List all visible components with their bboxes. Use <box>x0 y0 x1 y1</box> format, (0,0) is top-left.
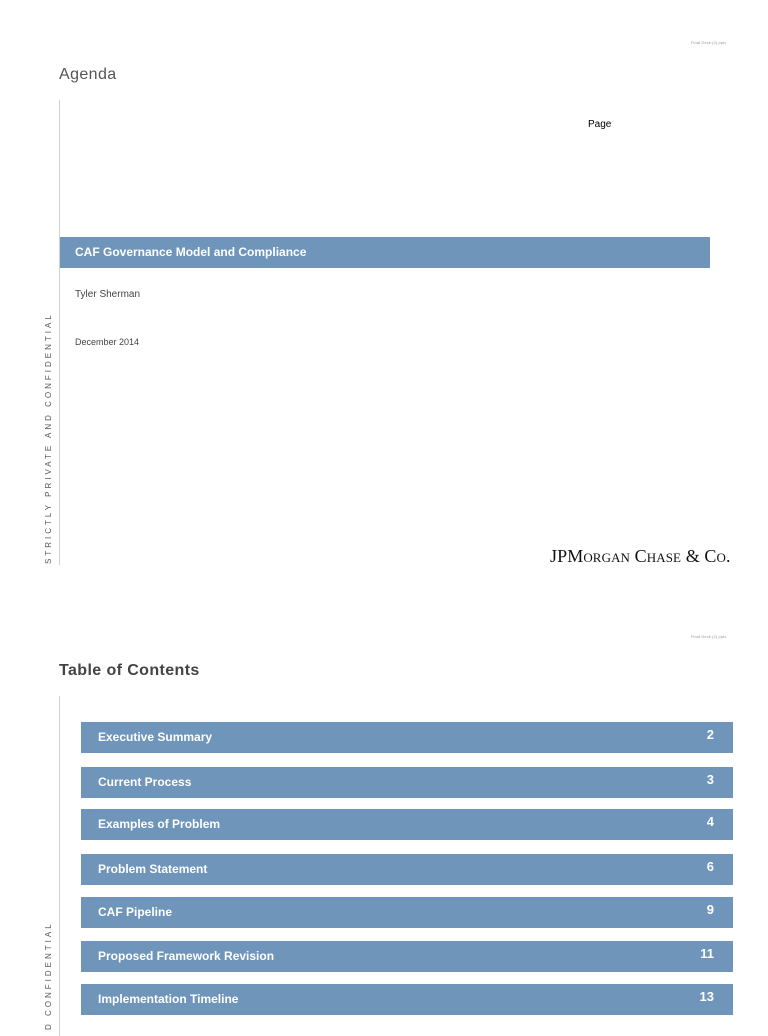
toc-item-page: 2 <box>706 727 714 742</box>
company-logo: JPMorgan Chase & Co. <box>550 546 731 566</box>
toc-row-problem-statement[interactable] <box>81 854 733 885</box>
toc-item-page: 11 <box>700 946 714 961</box>
toc-row-examples-of-problem[interactable] <box>81 809 733 840</box>
left-divider <box>59 100 60 565</box>
toc-item-label: Current Process <box>98 775 192 789</box>
confidential-sidebar-text: STRICTLY PRIVATE AND CONFIDENTIAL <box>44 312 53 564</box>
confidential-sidebar-text: D CONFIDENTIAL <box>44 921 53 1030</box>
presentation-date: December 2014 <box>75 337 140 347</box>
presentation-title-bar: CAF Governance Model and Compliance <box>60 237 710 268</box>
toc-item-label: CAF Pipeline <box>98 905 173 919</box>
toc-heading: Table of Contents <box>59 662 200 679</box>
toc-row-caf-pipeline[interactable] <box>81 897 733 928</box>
toc-item-label: Examples of Problem <box>98 817 221 831</box>
agenda-heading: Agenda <box>59 66 117 83</box>
toc-item-label: Implementation Timeline <box>98 992 239 1006</box>
file-label: Final Deck (2).pptx <box>691 40 727 45</box>
left-divider <box>59 696 60 1036</box>
toc-row-current-process[interactable] <box>81 767 733 798</box>
slide-table-of-contents <box>0 600 768 1030</box>
toc-item-page: 4 <box>706 814 714 829</box>
toc-item-page: 3 <box>706 772 714 787</box>
toc-row-executive-summary[interactable] <box>81 722 733 753</box>
toc-item-page: 9 <box>706 902 714 917</box>
toc-item-page: 6 <box>706 859 714 874</box>
toc-item-page: 13 <box>699 989 714 1004</box>
toc-item-label: Executive Summary <box>98 730 213 744</box>
author-name: Tyler Sherman <box>75 289 141 300</box>
toc-item-label: Problem Statement <box>98 862 208 876</box>
toc-row-implementation-timeline[interactable] <box>81 984 733 1015</box>
page-column-header: Page <box>588 119 612 130</box>
toc-item-label: Proposed Framework Revision <box>98 949 275 963</box>
toc-row-proposed-framework-revision[interactable] <box>81 941 733 972</box>
file-label: Final Deck (2).pptx <box>691 634 727 639</box>
